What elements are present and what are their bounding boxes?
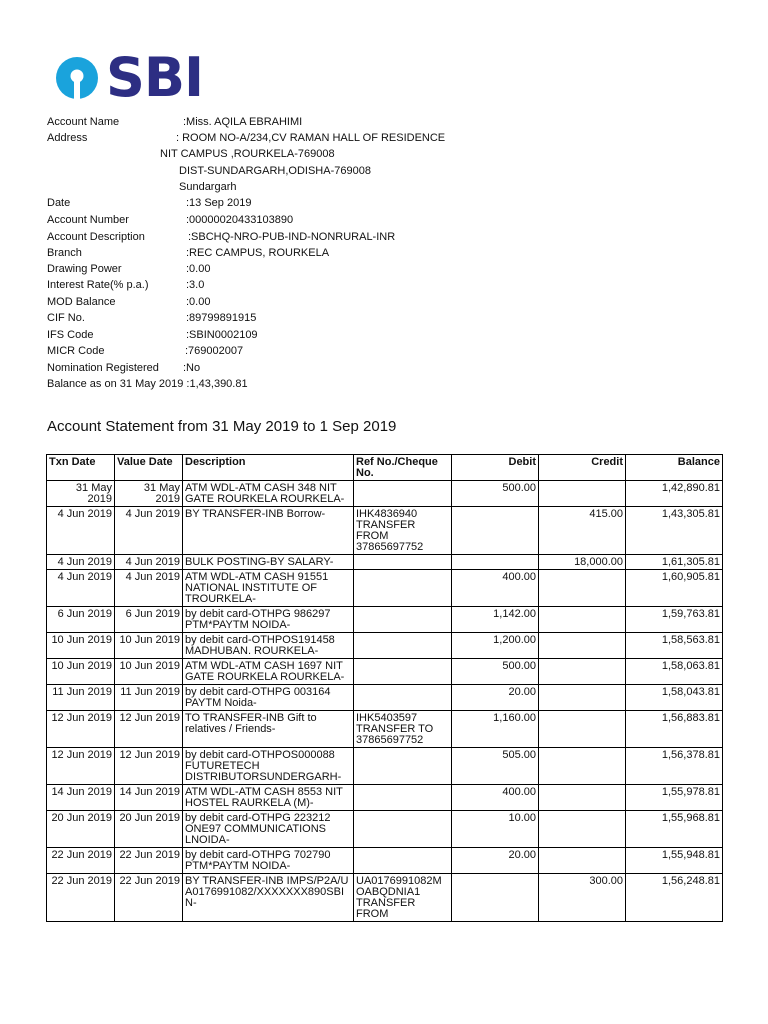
balance-cell: 1,56,248.81 — [626, 874, 723, 922]
description-cell: BULK POSTING-BY SALARY- — [183, 555, 354, 570]
table-header-row — [47, 455, 723, 481]
ref-cell: IHK4836940 TRANSFER FROM 37865697752 — [354, 507, 452, 555]
ref-cell — [354, 607, 452, 633]
description-cell: ATM WDL-ATM CASH 8553 NIT HOSTEL RAURKELA (M)- — [183, 785, 354, 811]
ref-cell — [354, 748, 452, 785]
sbi-keyhole-icon — [54, 55, 100, 101]
table-row — [47, 711, 723, 748]
date-value: :13 Sep 2019 — [186, 197, 252, 209]
micr-code-value: :769002007 — [185, 345, 244, 357]
table-row — [47, 633, 723, 659]
account-name-value: :Miss. AQILA EBRAHIMI — [183, 116, 303, 128]
description-cell: by debit card-OTHPG 003164 PAYTM Noida- — [183, 685, 354, 711]
debit-cell: 20.00 — [452, 848, 539, 874]
debit-cell: 500.00 — [452, 659, 539, 685]
mod-balance-value: :0.00 — [186, 296, 211, 308]
ref-cell — [354, 633, 452, 659]
header-txn-date: Txn Date — [47, 455, 115, 481]
table-row — [47, 659, 723, 685]
debit-cell: 400.00 — [452, 785, 539, 811]
cif-value: :89799891915 — [186, 312, 257, 324]
txn-date-cell: 10 Jun 2019 — [47, 633, 115, 659]
balance-cell: 1,58,563.81 — [626, 633, 723, 659]
description-cell: ATM WDL-ATM CASH 91551 NATIONAL INSTITUTE OF TROURKELA- — [183, 570, 354, 607]
credit-cell — [539, 570, 626, 607]
description-cell: by debit card-OTHPG 223212 ONE97 COMMUNICATIONS LNOIDA- — [183, 811, 354, 848]
ref-cell — [354, 481, 452, 507]
description-cell: by debit card-OTHPOS191458 MADHUBAN. ROURKELA- — [183, 633, 354, 659]
sbi-logo — [54, 46, 204, 109]
value-date-cell: 4 Jun 2019 — [115, 507, 183, 555]
table-row — [47, 874, 723, 922]
table-row — [47, 848, 723, 874]
txn-date-cell: 31 May 2019 — [47, 481, 115, 507]
balance-cell: 1,58,043.81 — [626, 685, 723, 711]
header-value-date: Value Date — [115, 455, 183, 481]
debit-cell: 505.00 — [452, 748, 539, 785]
table-row — [47, 507, 723, 555]
credit-cell: 300.00 — [539, 874, 626, 922]
table-row — [47, 481, 723, 507]
ref-cell — [354, 685, 452, 711]
account-number-value: :00000020433103890 — [186, 214, 294, 226]
txn-date-cell: 20 Jun 2019 — [47, 811, 115, 848]
opening-balance-line: Balance as on 31 May 2019 :1,43,390.81 — [47, 378, 248, 390]
debit-cell: 20.00 — [452, 685, 539, 711]
ref-cell: UA0176991082M OABQDNIA1 TRANSFER FROM — [354, 874, 452, 922]
value-date-cell: 4 Jun 2019 — [115, 555, 183, 570]
balance-cell: 1,59,763.81 — [626, 607, 723, 633]
credit-cell — [539, 811, 626, 848]
account-number-label: Account Number — [47, 214, 129, 226]
credit-cell: 415.00 — [539, 507, 626, 555]
balance-cell: 1,61,305.81 — [626, 555, 723, 570]
description-cell: BY TRANSFER-INB IMPS/P2A/UA0176991082/XXXXXXX890SBIN- — [183, 874, 354, 922]
debit-cell: 500.00 — [452, 481, 539, 507]
value-date-cell: 12 Jun 2019 — [115, 711, 183, 748]
balance-cell: 1,42,890.81 — [626, 481, 723, 507]
value-date-cell: 4 Jun 2019 — [115, 570, 183, 607]
debit-cell — [452, 555, 539, 570]
address-line-4: Sundargarh — [179, 181, 237, 193]
header-debit: Debit — [452, 455, 539, 481]
txn-date-cell: 10 Jun 2019 — [47, 659, 115, 685]
credit-cell — [539, 633, 626, 659]
interest-rate-value: :3.0 — [186, 279, 205, 291]
description-cell: BY TRANSFER-INB Borrow- — [183, 507, 354, 555]
nomination-label: Nomination Registered — [47, 362, 159, 374]
description-cell: ATM WDL-ATM CASH 348 NIT GATE ROURKELA ROURKELA- — [183, 481, 354, 507]
ifs-code-value: :SBIN0002109 — [186, 329, 258, 341]
balance-cell: 1,55,968.81 — [626, 811, 723, 848]
debit-cell — [452, 874, 539, 922]
ref-cell — [354, 570, 452, 607]
value-date-cell: 22 Jun 2019 — [115, 848, 183, 874]
value-date-cell: 10 Jun 2019 — [115, 659, 183, 685]
sbi-logo-text: SBI — [106, 46, 204, 109]
debit-cell: 400.00 — [452, 570, 539, 607]
txn-date-cell: 12 Jun 2019 — [47, 711, 115, 748]
account-description-label: Account Description — [47, 231, 145, 243]
credit-cell — [539, 481, 626, 507]
table-row — [47, 570, 723, 607]
balance-cell: 1,56,378.81 — [626, 748, 723, 785]
header-description: Description — [183, 455, 354, 481]
ifs-code-label: IFS Code — [47, 329, 94, 341]
table-row — [47, 555, 723, 570]
txn-date-cell: 14 Jun 2019 — [47, 785, 115, 811]
value-date-cell: 6 Jun 2019 — [115, 607, 183, 633]
transactions-table — [46, 454, 723, 922]
header-ref-no: Ref No./Cheque No. — [354, 455, 452, 481]
table-row — [47, 811, 723, 848]
balance-cell: 1,58,063.81 — [626, 659, 723, 685]
micr-code-label: MICR Code — [47, 345, 105, 357]
debit-cell: 1,200.00 — [452, 633, 539, 659]
interest-rate-label: Interest Rate(% p.a.) — [47, 279, 149, 291]
description-cell: by debit card-OTHPOS000088 FUTURETECH DISTRIBUTORSUNDERGARH- — [183, 748, 354, 785]
credit-cell — [539, 685, 626, 711]
credit-cell — [539, 848, 626, 874]
balance-cell: 1,60,905.81 — [626, 570, 723, 607]
header-balance: Balance — [626, 455, 723, 481]
nomination-value: :No — [183, 362, 201, 374]
credit-cell — [539, 607, 626, 633]
description-cell: by debit card-OTHPG 986297 PTM*PAYTM NOIDA- — [183, 607, 354, 633]
value-date-cell: 22 Jun 2019 — [115, 874, 183, 922]
table-row — [47, 748, 723, 785]
balance-cell: 1,55,978.81 — [626, 785, 723, 811]
debit-cell: 10.00 — [452, 811, 539, 848]
header-credit: Credit — [539, 455, 626, 481]
txn-date-cell: 6 Jun 2019 — [47, 607, 115, 633]
description-cell: TO TRANSFER-INB Gift to relatives / Friends- — [183, 711, 354, 748]
ref-cell — [354, 811, 452, 848]
table-row — [47, 607, 723, 633]
debit-cell: 1,142.00 — [452, 607, 539, 633]
value-date-cell: 31 May 2019 — [115, 481, 183, 507]
balance-cell: 1,55,948.81 — [626, 848, 723, 874]
txn-date-cell: 4 Jun 2019 — [47, 507, 115, 555]
address-line-2: NIT CAMPUS ,ROURKELA-769008 — [160, 148, 335, 160]
table-row — [47, 685, 723, 711]
ref-cell — [354, 848, 452, 874]
credit-cell — [539, 711, 626, 748]
txn-date-cell: 4 Jun 2019 — [47, 570, 115, 607]
debit-cell: 1,160.00 — [452, 711, 539, 748]
credit-cell — [539, 748, 626, 785]
mod-balance-label: MOD Balance — [47, 296, 116, 308]
cif-label: CIF No. — [47, 312, 85, 324]
value-date-cell: 11 Jun 2019 — [115, 685, 183, 711]
credit-cell: 18,000.00 — [539, 555, 626, 570]
ref-cell: IHK5403597 TRANSFER TO 37865697752 — [354, 711, 452, 748]
branch-value: :REC CAMPUS, ROURKELA — [186, 247, 330, 259]
value-date-cell: 14 Jun 2019 — [115, 785, 183, 811]
description-cell: ATM WDL-ATM CASH 1697 NIT GATE ROURKELA ROURKELA- — [183, 659, 354, 685]
branch-label: Branch — [47, 247, 82, 259]
date-label: Date — [47, 197, 71, 209]
address-line-3: DIST-SUNDARGARH,ODISHA-769008 — [179, 165, 371, 177]
txn-date-cell: 22 Jun 2019 — [47, 874, 115, 922]
balance-cell: 1,43,305.81 — [626, 507, 723, 555]
txn-date-cell: 11 Jun 2019 — [47, 685, 115, 711]
txn-date-cell: 4 Jun 2019 — [47, 555, 115, 570]
debit-cell — [452, 507, 539, 555]
credit-cell — [539, 785, 626, 811]
txn-date-cell: 12 Jun 2019 — [47, 748, 115, 785]
description-cell: by debit card-OTHPG 702790 PTM*PAYTM NOIDA- — [183, 848, 354, 874]
balance-cell: 1,56,883.81 — [626, 711, 723, 748]
address-label: Address — [47, 132, 88, 144]
value-date-cell: 10 Jun 2019 — [115, 633, 183, 659]
ref-cell — [354, 659, 452, 685]
account-name-label: Account Name — [47, 116, 120, 128]
address-line-1: : ROOM NO-A/234,CV RAMAN HALL OF RESIDENCE — [176, 132, 446, 144]
txn-date-cell: 22 Jun 2019 — [47, 848, 115, 874]
ref-cell — [354, 555, 452, 570]
ref-cell — [354, 785, 452, 811]
value-date-cell: 12 Jun 2019 — [115, 748, 183, 785]
statement-title: Account Statement from 31 May 2019 to 1 Sep 2019 — [47, 418, 397, 435]
drawing-power-label: Drawing Power — [47, 263, 122, 275]
credit-cell — [539, 659, 626, 685]
drawing-power-value: :0.00 — [186, 263, 211, 275]
account-description-value: :SBCHQ-NRO-PUB-IND-NONRURAL-INR — [188, 231, 396, 243]
value-date-cell: 20 Jun 2019 — [115, 811, 183, 848]
table-row — [47, 785, 723, 811]
